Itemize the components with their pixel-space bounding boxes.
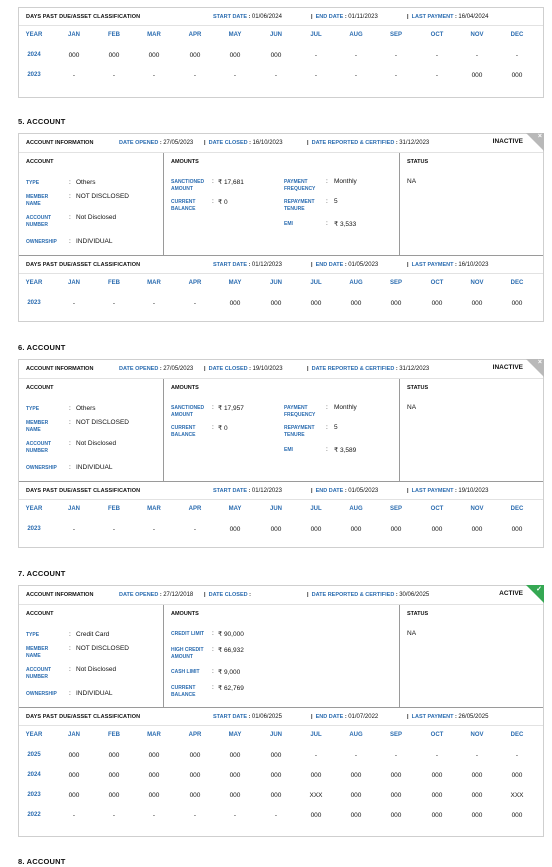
table-row xyxy=(19,766,543,786)
month-cell: 000 xyxy=(68,752,80,759)
month-cell: 000 xyxy=(350,772,362,779)
month-cell: 000 xyxy=(511,812,523,819)
payment-frequency: Monthly xyxy=(334,178,357,185)
month-cell: 000 xyxy=(229,752,241,759)
column-header: NOV xyxy=(470,732,484,738)
close-icon: × xyxy=(537,359,542,366)
month-cell: 000 xyxy=(471,72,483,79)
column-header: JUL xyxy=(310,280,322,286)
ownership: INDIVIDUAL xyxy=(76,464,113,471)
column-header: NOV xyxy=(470,32,484,38)
column-header: FEB xyxy=(108,280,120,286)
section-title: 6. ACCOUNT xyxy=(18,343,66,352)
date-reported: 30/06/2025 xyxy=(399,592,430,598)
column-header: AUG xyxy=(349,506,363,512)
month-cell: - xyxy=(152,300,156,307)
column-header: OCT xyxy=(430,506,444,512)
ownership: INDIVIDUAL xyxy=(76,690,113,697)
column-header: SEP xyxy=(389,506,402,512)
month-cell: 000 xyxy=(270,792,282,799)
column-header: JAN xyxy=(67,732,80,738)
table-row xyxy=(19,294,543,314)
payment-frequency: Monthly xyxy=(334,404,357,411)
month-cell: 000 xyxy=(350,526,362,533)
date-closed: 16/10/2023 xyxy=(252,140,283,146)
credit-limit: ₹ 90,000 xyxy=(218,631,244,638)
account-card xyxy=(18,359,544,548)
member-name: NOT DISCLOSED xyxy=(76,193,129,200)
table-row xyxy=(19,66,543,86)
column-header: AUG xyxy=(349,32,363,38)
account-status: NA xyxy=(407,178,417,185)
column-header: SEP xyxy=(389,732,402,738)
date-reported: 31/12/2023 xyxy=(399,140,430,146)
account-type: Others xyxy=(76,179,96,186)
column-header: JUN xyxy=(269,732,282,738)
month-cell: 000 xyxy=(68,772,80,779)
month-cell: - xyxy=(435,52,439,59)
table-row xyxy=(19,520,543,540)
column-header: DEC xyxy=(510,506,524,512)
sanctioned-amount: ₹ 17,681 xyxy=(218,179,244,186)
column-header: OCT xyxy=(430,32,444,38)
month-cell: 000 xyxy=(229,300,241,307)
month-cell: 000 xyxy=(270,300,282,307)
month-cell: 000 xyxy=(229,52,241,59)
column-header: MAR xyxy=(147,732,161,738)
dpd-header: DAYS PAST DUE/ASSET CLASSIFICATION START DATE : 01/12/2023 | END DATE : 01/05/2023 | LAST PAYMENT : 19/10/2023 xyxy=(19,482,543,500)
month-cell: - xyxy=(72,812,76,819)
month-cell: - xyxy=(72,526,76,533)
month-cell: - xyxy=(354,72,358,79)
account-info-header: ACCOUNT INFORMATION DATE OPENED : 27/05/2023 | DATE CLOSED : 16/10/2023 | DATE REPORTED & CERTIFIED : 31/12/2023 INACTIVE × xyxy=(19,134,543,153)
column-header: MAY xyxy=(228,732,242,738)
account-card xyxy=(18,133,544,322)
month-cell: - xyxy=(314,72,318,79)
account-type: Credit Card xyxy=(76,631,110,638)
column-header: DEC xyxy=(510,732,524,738)
repayment-tenure: 5 xyxy=(334,198,338,205)
month-cell: 000 xyxy=(471,526,483,533)
month-cell: - xyxy=(193,526,197,533)
column-header: MAR xyxy=(147,280,161,286)
column-header: OCT xyxy=(430,732,444,738)
column-header: JUN xyxy=(269,32,282,38)
month-cell: 000 xyxy=(431,300,443,307)
month-cell: 000 xyxy=(148,52,160,59)
column-header: FEB xyxy=(108,506,120,512)
month-cell: 000 xyxy=(511,772,523,779)
month-cell: 000 xyxy=(148,792,160,799)
month-cell: 000 xyxy=(270,52,282,59)
dpd-last-payment: 19/10/2023 xyxy=(458,488,489,494)
column-header: YEAR xyxy=(25,732,43,738)
month-cell: 000 xyxy=(511,526,523,533)
month-cell: 000 xyxy=(310,300,322,307)
month-cell: - xyxy=(112,812,116,819)
month-cell: 000 xyxy=(390,300,402,307)
month-cell: 000 xyxy=(68,52,80,59)
month-cell: XXX xyxy=(510,792,524,799)
dpd-start-date: 01/12/2023 xyxy=(251,262,282,268)
date-opened: 27/05/2023 xyxy=(163,140,194,146)
column-header: AUG xyxy=(349,732,363,738)
column-header: MAY xyxy=(228,280,242,286)
column-header: JAN xyxy=(67,32,80,38)
column-header: DEC xyxy=(510,280,524,286)
month-cell: 000 xyxy=(511,300,523,307)
ownership: INDIVIDUAL xyxy=(76,238,113,245)
column-header: JUN xyxy=(269,506,282,512)
month-cell: - xyxy=(193,300,197,307)
repayment-tenure: 5 xyxy=(334,424,338,431)
month-cell: - xyxy=(515,752,519,759)
member-name: NOT DISCLOSED xyxy=(76,419,129,426)
column-header: APR xyxy=(188,732,202,738)
account-details: ACCOUNT TYPE : Others MEMBER NAME : NOT DISCLOSED ACCOUNT NUMBER : Not Disclosed OWNERSHIP : INDIVIDUAL AMOUNTS SANCTIONED AMOUNT : ₹ 17,957 CURRENT BALANCE : ₹ 0 PAYMENT FREQUENCY : Monthly REPAYMENT TENURE : 5 EMI : ₹ 3,589 STATUS NA xyxy=(19,379,543,482)
month-cell: 000 xyxy=(471,812,483,819)
month-cell: - xyxy=(152,526,156,533)
month-cell: 000 xyxy=(471,772,483,779)
month-cell: - xyxy=(435,72,439,79)
month-cell: - xyxy=(394,72,398,79)
account-type: Others xyxy=(76,405,96,412)
month-cell: 000 xyxy=(390,772,402,779)
month-cell: - xyxy=(274,812,278,819)
column-header: APR xyxy=(188,506,202,512)
status-badge: INACTIVE xyxy=(492,138,523,145)
section-title: 8. ACCOUNT xyxy=(18,857,66,866)
column-header: MAY xyxy=(228,32,242,38)
column-header: JUL xyxy=(310,732,322,738)
month-cell: 000 xyxy=(471,792,483,799)
account-card xyxy=(18,585,544,837)
month-cell: 000 xyxy=(229,792,241,799)
months-header-row xyxy=(19,26,543,46)
month-cell: - xyxy=(72,300,76,307)
dpd-end-date: 01/07/2022 xyxy=(348,714,379,720)
month-cell: 000 xyxy=(471,300,483,307)
month-cell: - xyxy=(435,752,439,759)
year-cell: 2023 xyxy=(27,792,41,798)
column-header: MAR xyxy=(147,32,161,38)
column-header: DEC xyxy=(510,32,524,38)
year-cell: 2023 xyxy=(27,300,41,306)
account-info-header: ACCOUNT INFORMATION DATE OPENED : 27/05/2023 | DATE CLOSED : 19/10/2023 | DATE REPORTED & CERTIFIED : 31/12/2023 INACTIVE × xyxy=(19,360,543,379)
month-cell: - xyxy=(314,752,318,759)
month-cell: - xyxy=(475,752,479,759)
month-cell: 000 xyxy=(431,772,443,779)
date-closed: 19/10/2023 xyxy=(252,366,283,372)
month-cell: 000 xyxy=(189,52,201,59)
column-header: JUL xyxy=(310,32,322,38)
dpd-last-payment: 16/04/2024 xyxy=(458,14,489,20)
current-balance: ₹ 62,769 xyxy=(218,685,244,692)
month-cell: - xyxy=(152,72,156,79)
column-header: AUG xyxy=(349,280,363,286)
column-header: JAN xyxy=(67,280,80,286)
month-cell: - xyxy=(112,300,116,307)
month-cell: 000 xyxy=(189,792,201,799)
column-header: JAN xyxy=(67,506,80,512)
months-header-row xyxy=(19,500,543,520)
column-header: YEAR xyxy=(25,280,43,286)
status-badge: ACTIVE xyxy=(499,590,523,597)
month-cell: 000 xyxy=(390,792,402,799)
column-header: MAR xyxy=(147,506,161,512)
section-title: 7. ACCOUNT xyxy=(18,569,66,578)
account-status: NA xyxy=(407,404,417,411)
month-cell: 000 xyxy=(189,752,201,759)
account-details: ACCOUNT TYPE : Others MEMBER NAME : NOT DISCLOSED ACCOUNT NUMBER : Not Disclosed OWNERSHIP : INDIVIDUAL AMOUNTS SANCTIONED AMOUNT : ₹ 17,681 CURRENT BALANCE : ₹ 0 PAYMENT FREQUENCY : Monthly REPAYMENT TENURE : 5 EMI : ₹ 3,533 STATUS NA xyxy=(19,153,543,256)
month-cell: 000 xyxy=(350,300,362,307)
emi: ₹ 3,533 xyxy=(334,221,357,228)
column-header: MAY xyxy=(228,506,242,512)
month-cell: - xyxy=(515,52,519,59)
month-cell: XXX xyxy=(309,792,323,799)
month-cell: - xyxy=(233,72,237,79)
month-cell: - xyxy=(274,72,278,79)
dpd-last-payment: 26/05/2025 xyxy=(458,714,489,720)
account-number: Not Disclosed xyxy=(76,440,117,447)
section-title: 5. ACCOUNT xyxy=(18,117,66,126)
month-cell: 000 xyxy=(108,792,120,799)
date-opened: 27/12/2018 xyxy=(163,592,194,598)
month-cell: 000 xyxy=(108,52,120,59)
dpd-last-payment: 16/10/2023 xyxy=(458,262,489,268)
column-header: JUN xyxy=(269,280,282,286)
current-balance: ₹ 0 xyxy=(218,199,228,206)
month-cell: 000 xyxy=(229,772,241,779)
month-cell: 000 xyxy=(229,526,241,533)
account-details: ACCOUNT TYPE : Credit Card MEMBER NAME : NOT DISCLOSED ACCOUNT NUMBER : Not Disclosed OWNERSHIP : INDIVIDUAL AMOUNTS CREDIT LIMIT : ₹ 90,000 HIGH CREDIT AMOUNT : ₹ 66,932 CASH LIMIT : ₹ 9,000 CURRENT BALANCE : ₹ 62,769 STATUS NA xyxy=(19,605,543,708)
year-cell: 2023 xyxy=(27,72,41,78)
column-header: JUL xyxy=(310,506,322,512)
month-cell: 000 xyxy=(390,526,402,533)
month-cell: - xyxy=(152,812,156,819)
month-cell: - xyxy=(112,526,116,533)
month-cell: - xyxy=(112,72,116,79)
check-icon: ✓ xyxy=(536,586,542,593)
high-credit-amount: ₹ 66,932 xyxy=(218,647,244,654)
month-cell: 000 xyxy=(511,72,523,79)
column-header: SEP xyxy=(389,32,402,38)
month-cell: 000 xyxy=(350,812,362,819)
table-row xyxy=(19,806,543,826)
month-cell: - xyxy=(233,812,237,819)
column-header: APR xyxy=(188,32,202,38)
cash-limit: ₹ 9,000 xyxy=(218,669,241,676)
column-header: YEAR xyxy=(25,32,43,38)
months-header-row xyxy=(19,726,543,746)
date-reported: 31/12/2023 xyxy=(399,366,430,372)
dpd-end-date: 01/11/2023 xyxy=(348,14,378,20)
column-header: APR xyxy=(188,280,202,286)
month-cell: - xyxy=(394,52,398,59)
dpd-start-date: 01/06/2025 xyxy=(251,714,282,720)
column-header: NOV xyxy=(470,506,484,512)
dpd-end-date: 01/05/2023 xyxy=(348,262,379,268)
month-cell: 000 xyxy=(350,792,362,799)
month-cell: 000 xyxy=(390,812,402,819)
month-cell: - xyxy=(314,52,318,59)
month-cell: 000 xyxy=(270,526,282,533)
month-cell: 000 xyxy=(68,792,80,799)
year-cell: 2025 xyxy=(27,752,41,758)
month-cell: 000 xyxy=(431,812,443,819)
months-header-row xyxy=(19,274,543,294)
column-header: NOV xyxy=(470,280,484,286)
year-cell: 2023 xyxy=(27,526,41,532)
sanctioned-amount: ₹ 17,957 xyxy=(218,405,244,412)
month-cell: 000 xyxy=(431,792,443,799)
month-cell: 000 xyxy=(310,812,322,819)
account-number: Not Disclosed xyxy=(76,666,117,673)
account-number: Not Disclosed xyxy=(76,214,117,221)
month-cell: 000 xyxy=(310,526,322,533)
table-row xyxy=(19,746,543,766)
account-info-header: ACCOUNT INFORMATION DATE OPENED : 27/12/2018 | DATE CLOSED : | DATE REPORTED & CERTIFIED : 30/06/2025 ACTIVE ✓ xyxy=(19,586,543,605)
dpd-header: DAYS PAST DUE/ASSET CLASSIFICATION START DATE : 01/06/2024 | END DATE : 01/11/2023 | LAST PAYMENT : 16/04/2024 xyxy=(19,8,543,26)
column-header: SEP xyxy=(389,280,402,286)
year-cell: 2024 xyxy=(27,52,41,58)
column-header: YEAR xyxy=(25,506,43,512)
column-header: FEB xyxy=(108,32,120,38)
dpd-start-date: 01/12/2023 xyxy=(251,488,282,494)
table-row xyxy=(19,46,543,66)
emi: ₹ 3,589 xyxy=(334,447,357,454)
month-cell: 000 xyxy=(310,772,322,779)
dpd-header: DAYS PAST DUE/ASSET CLASSIFICATION START DATE : 01/06/2025 | END DATE : 01/07/2022 | LAST PAYMENT : 26/05/2025 xyxy=(19,708,543,726)
month-cell: - xyxy=(193,72,197,79)
month-cell: 000 xyxy=(108,772,120,779)
month-cell: 000 xyxy=(270,772,282,779)
month-cell: - xyxy=(193,812,197,819)
dpd-end-date: 01/05/2023 xyxy=(348,488,379,494)
month-cell: - xyxy=(72,72,76,79)
month-cell: - xyxy=(354,52,358,59)
dpd-table-top xyxy=(18,7,544,98)
month-cell: 000 xyxy=(189,772,201,779)
column-header: OCT xyxy=(430,280,444,286)
month-cell: - xyxy=(354,752,358,759)
month-cell: - xyxy=(475,52,479,59)
year-cell: 2022 xyxy=(27,812,41,818)
column-header: FEB xyxy=(108,732,120,738)
month-cell: 000 xyxy=(148,772,160,779)
month-cell: 000 xyxy=(148,752,160,759)
month-cell: 000 xyxy=(270,752,282,759)
month-cell: 000 xyxy=(108,752,120,759)
dpd-header: DAYS PAST DUE/ASSET CLASSIFICATION START DATE : 01/12/2023 | END DATE : 01/05/2023 | LAST PAYMENT : 16/10/2023 xyxy=(19,256,543,274)
dpd-title: DAYS PAST DUE/ASSET CLASSIFICATION xyxy=(26,14,141,20)
year-cell: 2024 xyxy=(27,772,41,778)
account-status: NA xyxy=(407,630,417,637)
dpd-start-date: 01/06/2024 xyxy=(251,14,282,20)
month-cell: - xyxy=(394,752,398,759)
table-row xyxy=(19,786,543,806)
date-opened: 27/05/2023 xyxy=(163,366,194,372)
current-balance: ₹ 0 xyxy=(218,425,228,432)
close-icon: × xyxy=(537,133,542,140)
month-cell: 000 xyxy=(431,526,443,533)
status-badge: INACTIVE xyxy=(492,364,523,371)
member-name: NOT DISCLOSED xyxy=(76,645,129,652)
